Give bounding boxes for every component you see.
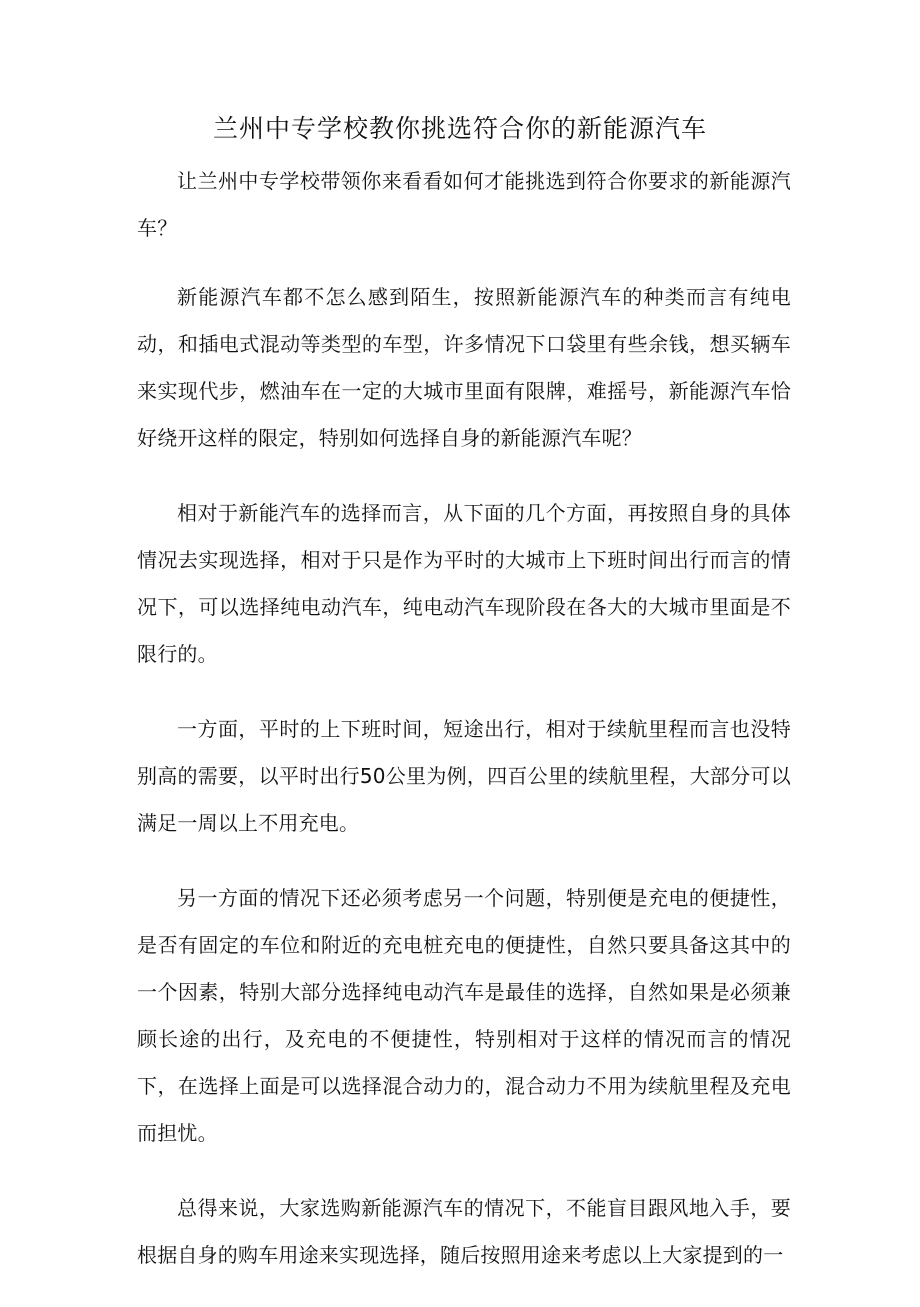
document-title: 兰州中专学校教你挑选符合你的新能源汽车 <box>212 114 707 143</box>
paragraph-intro: 让兰州中专学校带领你来看看如何才能挑选到符合你要求的新能源汽车？ <box>137 169 791 240</box>
paragraph-4: 一方面，平时的上下班时间，短途出行，相对于续航里程而言也没特别高的需要，以平时出行50公里为例，四百公里的续航里程，大部分可以满足一周以上不用充电。 <box>137 717 791 835</box>
document-body <box>137 158 791 1307</box>
paragraph-3: 相对于新能汽车的选择而言，从下面的几个方面，再按照自身的具体情况去实现选择，相对于只是作为平时的大城市上下班时间出行而言的情况下，可以选择纯电动汽车，纯电动汽车现阶段在各大的大城市里面是不限行的。 <box>137 501 791 666</box>
paragraph-6: 总得来说，大家选购新能源汽车的情况下，不能盲目跟风地入手，要根据自身的购车用途来实现选择，随后按照用途来考虑以上大家提到的一 <box>137 1196 791 1267</box>
paragraph-2: 新能源汽车都不怎么感到陌生，按照新能源汽车的种类而言有纯电动，和插电式混动等类型的车型，许多情况下口袋里有些余钱，想买辆车来实现代步，燃油车在一定的大城市里面有限牌，难摇号，新能源汽车恰好绕开这样的限定，特别如何选择自身的新能源汽车呢？ <box>137 285 791 450</box>
paragraph-5: 另一方面的情况下还必须考虑另一个问题，特别便是充电的便捷性，是否有固定的车位和附近的充电桩充电的便捷性，自然只要具备这其中的一个因素，特别大部分选择纯电动汽车是最佳的选择，自然如果是必须兼顾长途的出行，及充电的不便捷性，特别相对于这样的情况而言的情况下，在选择上面是可以选择混合动力的，混合动力不用为续航里程及充电而担忧。 <box>137 886 791 1145</box>
